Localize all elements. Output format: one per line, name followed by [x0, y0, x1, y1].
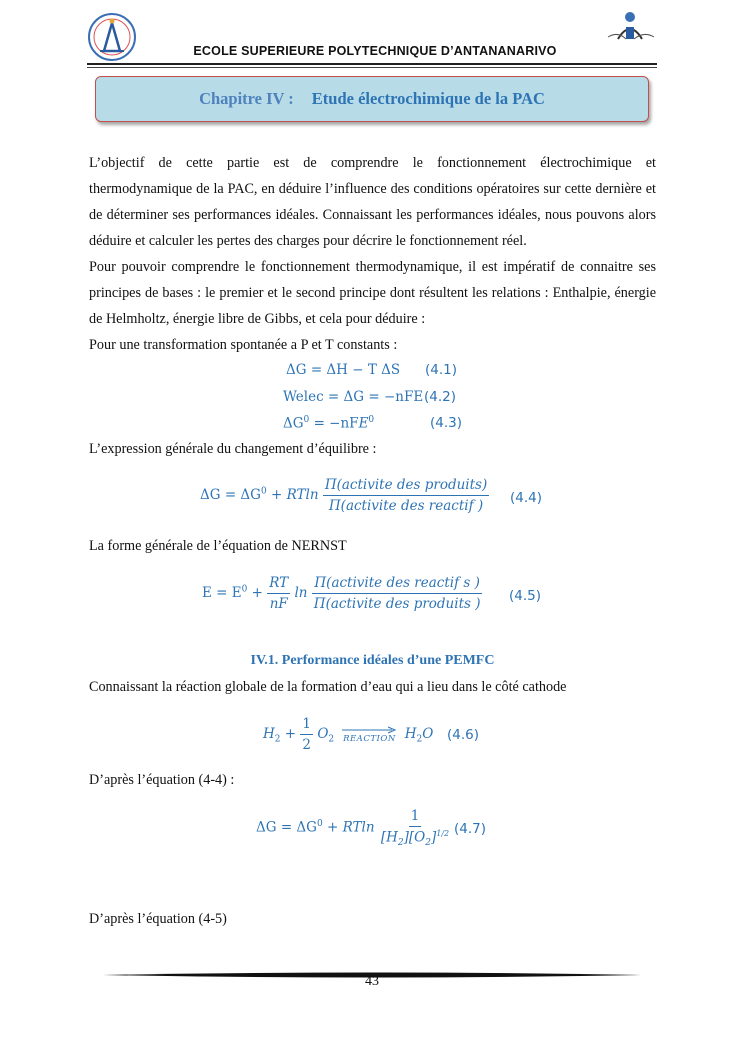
equation-4-2: Welec = ΔG = −nFE	[283, 389, 424, 405]
equation-4-3: $\Delta G^0 = -nFE^0$	[283, 415, 375, 432]
nernst-text: La forme générale de l’équation de NERNST	[89, 538, 347, 554]
school-logo	[86, 9, 138, 70]
intro-paragraph-2: Pour pouvoir comprendre le fonctionnement thermodynamique, il est impératif de connaitre ses principes de bases : le premier et le second principe dont résultent les relations : Enthalpie, énergie de Helmholtz, énergie libre de Gibbs, et cela pour déduire :	[89, 259, 656, 327]
chapter-number: Chapitre IV :	[199, 89, 294, 108]
chapter-banner	[95, 76, 649, 122]
equation-4-7: $\Delta G = \Delta G^0 + RTln$ $\frac{1}{[H_2][O_2]^{1/2}}$	[256, 808, 450, 849]
equilibrium-text: L’expression générale du changement d’équilibre :	[89, 441, 377, 457]
department-logo	[604, 9, 656, 54]
equation-4-6: $H_2$ + $\frac{1}{2}$ $O_2$ REACTION $H_2O$	[263, 716, 434, 753]
equation-4-4: $\Delta G = \Delta G^0 + RTln$ $\frac{\text{Π(activite des produits)}}{\text{Π(activite des reactif )}}$	[200, 477, 488, 514]
spontaneous-text: Pour une transformation spontanée a P et T constants :	[89, 337, 398, 353]
equation-4-3-label: (4.3)	[430, 415, 463, 431]
header-rule-thin	[87, 67, 657, 68]
from-eq-4-5-text: D’après l’équation (4-5)	[89, 911, 227, 927]
section-title: IV.1. Performance idéales d’une PEMFC	[250, 653, 495, 668]
equation-4-1-label: (4.1)	[425, 362, 458, 378]
chapter-title: Etude électrochimique de la PAC	[311, 89, 545, 108]
equation-4-5-label: (4.5)	[509, 588, 542, 604]
equation-4-5: $E = E^0$ + $\frac{RT}{nF}$ ln $\frac{\text{Π(activite des reactif s )}}{\text{Π(activite des produits )}}$	[202, 575, 481, 612]
page-number: 43	[365, 974, 379, 989]
header-rule	[87, 63, 657, 65]
intro-paragraph-1: L’objectif de cette partie est de comprendre le fonctionnement électrochimique et thermodynamique de la PAC, en déduire l’influence des conditions opératoires sur cette dernière et de déterminer ses performances idéales. Connaissant les performances idéales, nous pouvons alors déduire et calculer les pertes des charges pour décrire le fonctionnement réel.	[89, 155, 656, 249]
equation-4-1: ΔG = ΔH − T ΔS	[286, 362, 401, 378]
school-name: ECOLE SUPERIEURE POLYTECHNIQUE D’ANTANANARIVO	[193, 44, 557, 58]
reaction-text: Connaissant la réaction globale de la formation d’eau qui a lieu dans le côté cathode	[89, 679, 567, 695]
equation-4-4-label: (4.4)	[510, 490, 543, 506]
reaction-arrow	[342, 726, 396, 734]
equation-4-6-label: (4.6)	[447, 727, 480, 743]
from-eq-4-4-text: D’après l’équation (4-4) :	[89, 772, 235, 788]
equation-4-2-label: (4.2)	[424, 389, 457, 405]
equation-4-7-label: (4.7)	[454, 821, 487, 837]
